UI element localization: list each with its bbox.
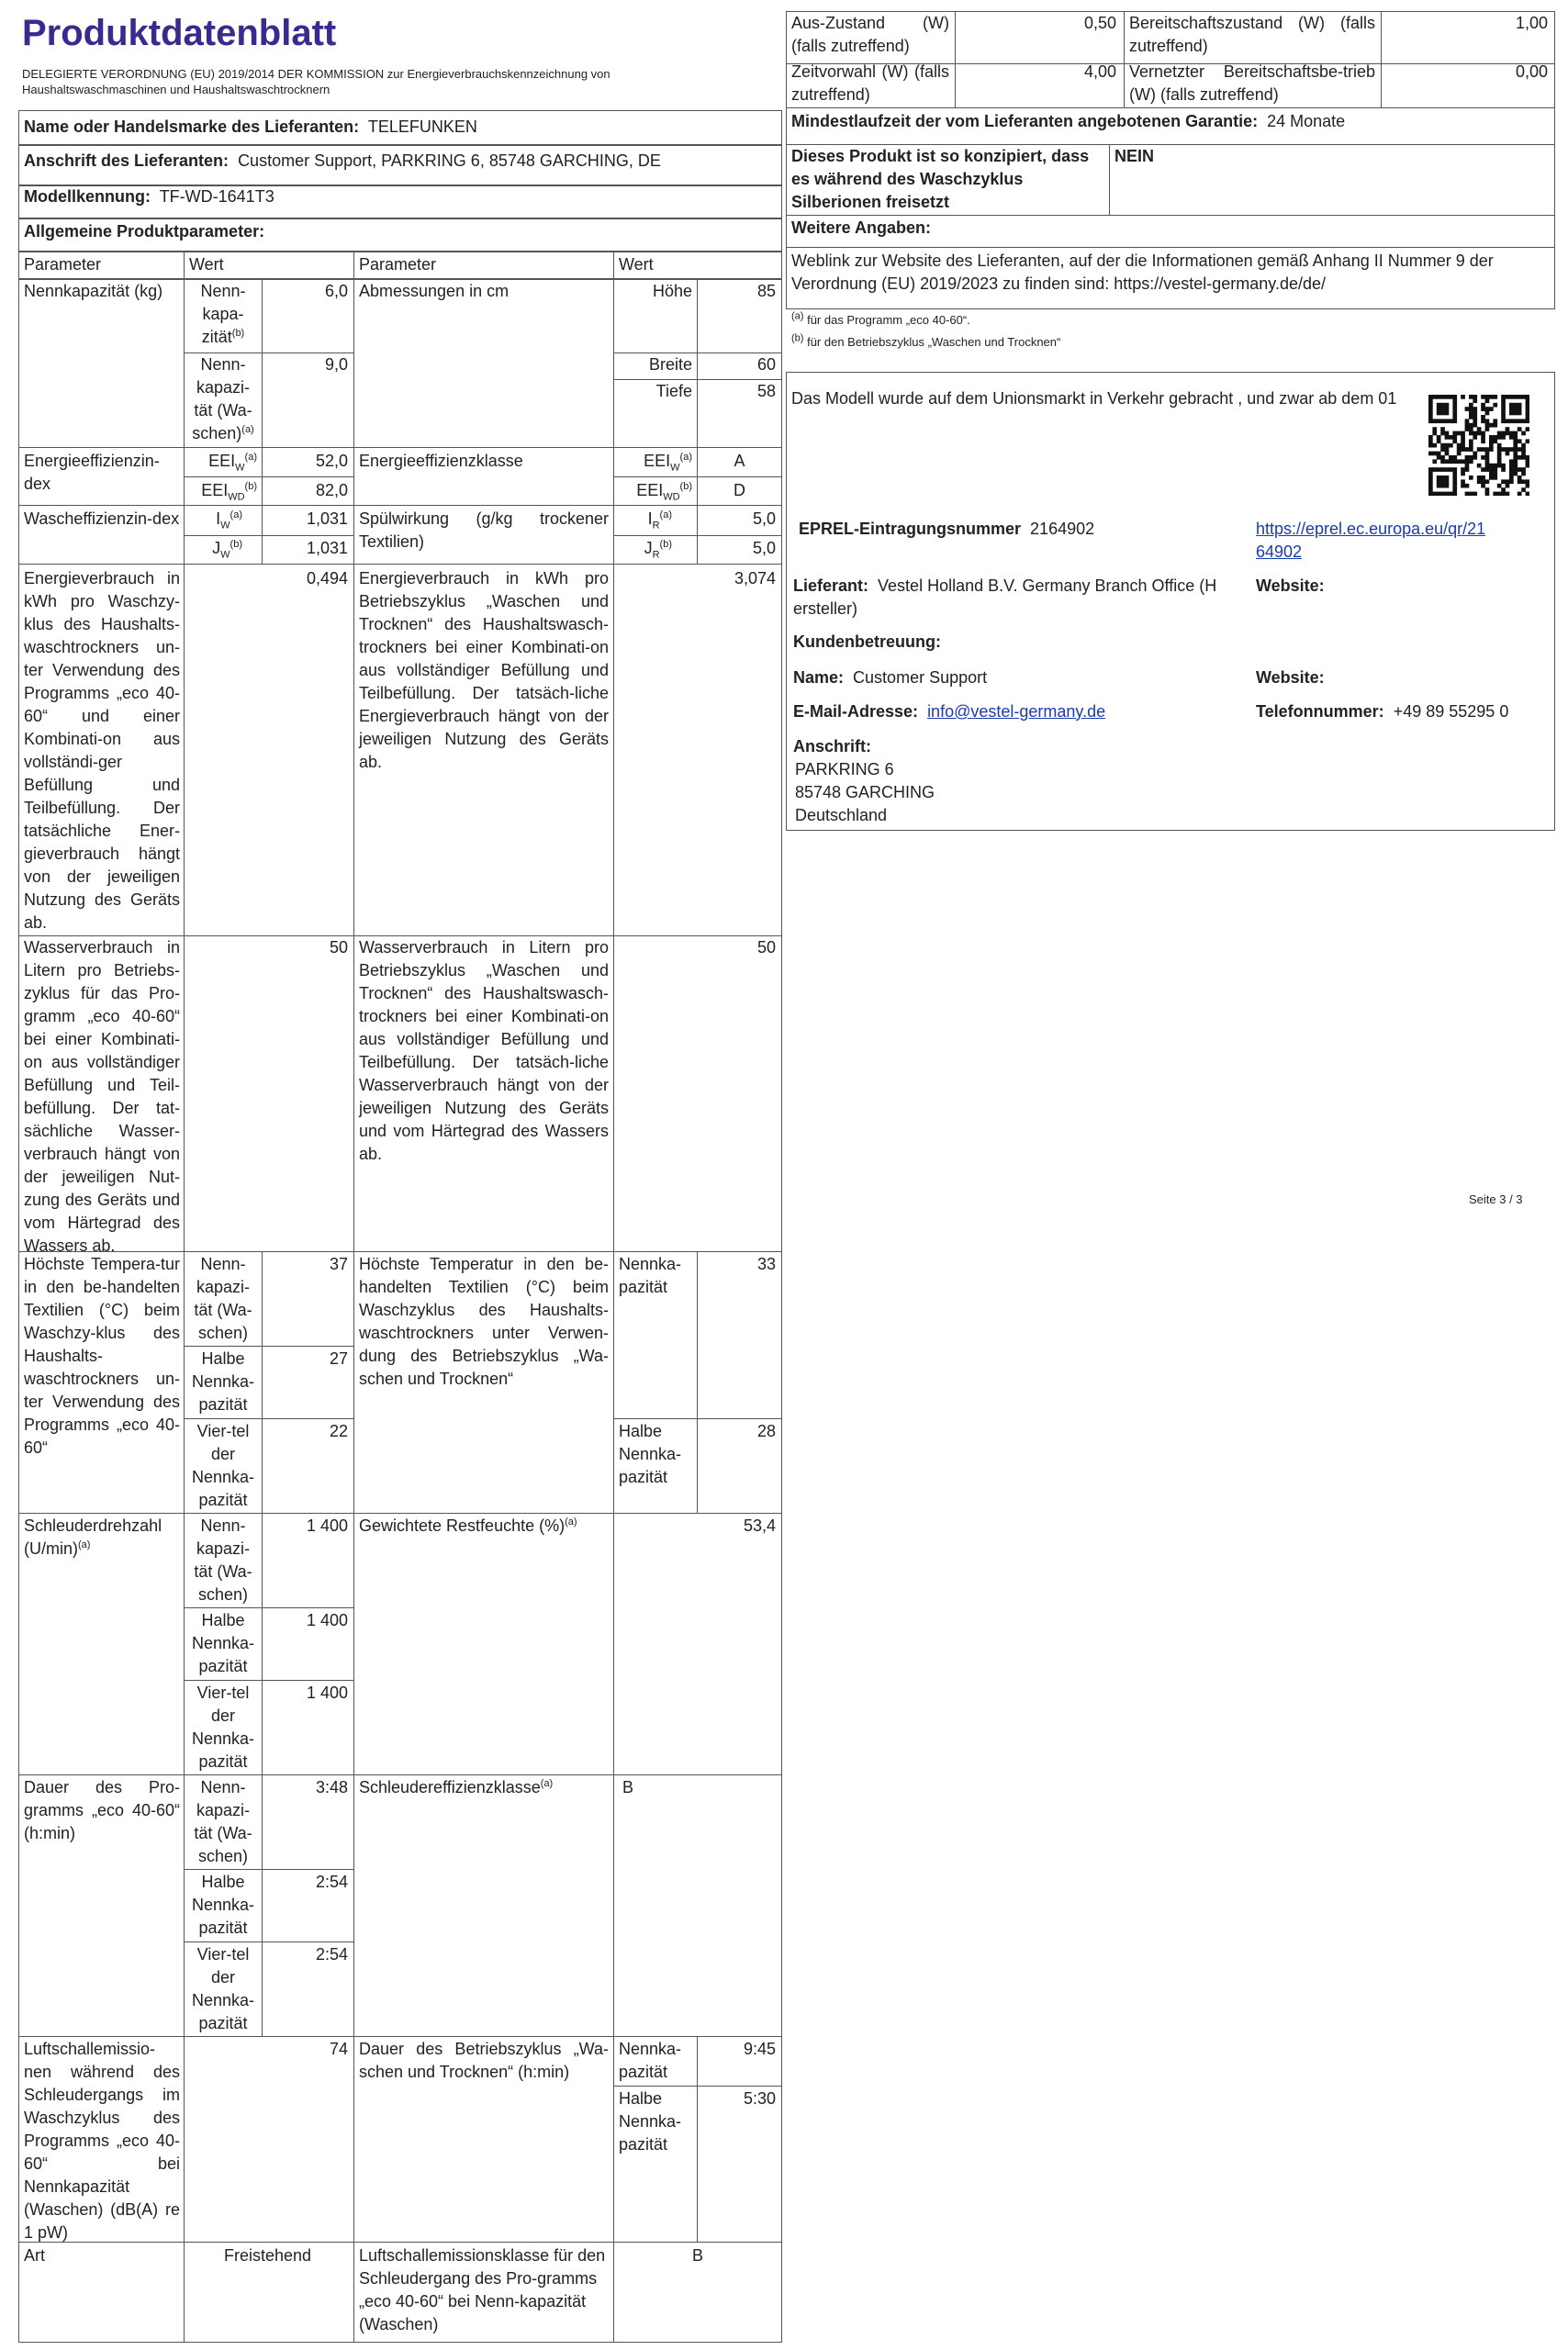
supplier-name-label: Name oder Handelsmarke des Lieferanten: [24,118,360,136]
height-value: 85 [756,282,776,300]
spin-value-3: 1 400 [306,1684,348,1702]
cell [1109,144,1555,216]
subscript: R [652,520,660,532]
header-parameter: Parameter [24,255,102,274]
dimensions-label: Abmessungen in cm [359,282,510,300]
energy-value-2: 3,074 [734,569,776,588]
capacity-value-2: 9,0 [324,355,348,374]
spin-class-value: B [622,1778,634,1796]
depth-label: Tiefe [655,382,692,400]
customer-service-label: Kundenbetreuung: [793,632,941,651]
wd-duration-value-2: 5:30 [743,2089,776,2108]
energy-label: Energieverbrauch in kWh pro Waschzy-klus des Haushalts-waschtrockners un-ter Verwendung des Programms „eco 40-60“ und einer Kombinati-on aus vollständi-ger Befüllung und Teilbefüllung. Der tatsächliche Ener-gieverbrauch hängt von der jeweiligen Nutzung des Geräts ab. [24,569,180,932]
footnote-mark: (b) [230,539,242,550]
supplier-line [793,575,1243,621]
energy-class-label: Energieeffizienzklasse [359,452,523,470]
address-line-3: Deutschland [795,806,888,824]
contact-name-line [793,666,987,689]
wash-value-2: 1,031 [306,539,348,557]
footnote-mark: (a) [540,1778,554,1789]
spin-sub-3: Vier-tel der Nennka-pazität [191,1684,255,1771]
eprel-link[interactable] [1256,518,1485,564]
eprel-link-part-2[interactable]: 64902 [1256,543,1303,561]
footnote-mark: (a) [791,310,804,322]
page-title: Produktdatenblatt [22,13,337,53]
temp-label: Höchste Tempera-tur in den be-handelten Textilien (°C) beim Waschzy-klus des Haushalts-waschtrockners un-ter Verwendung des Programms „eco 40-60“ [24,1255,180,1457]
address-line-1: PARKRING 6 [795,760,894,778]
energy-label-2: Energieverbrauch in kWh pro Betriebszyklus „Waschen und Trocknen“ des Haushaltswasch-trockners bei einer Kombinati-on aus vollständiger Befüllung und Teilbefüllung. Der tatsäch-liche Energieverbrauch hängt von der jeweiligen Nutzung des Geräts ab. [359,569,609,771]
capacity-label: Nennkapazität (kg) [24,282,163,300]
header-value: Wert [189,255,224,274]
capacity-sub-2: Nenn-kapazi-tät (Wa-schen) [192,355,252,442]
temp-sub-2: Halbe Nennka-pazität [191,1349,255,1414]
duration-sub-3: Vier-tel der Nennka-pazität [191,1945,255,2032]
model-line [24,185,274,208]
cell [613,935,782,1252]
contact-name: Customer Support [853,668,988,687]
cell [353,1513,614,1775]
class-key-2: EEI [636,481,664,499]
lieferant-label: Lieferant: [793,576,869,595]
duration-sub-2: Halbe Nennka-pazität [191,1873,255,1937]
email-label: E-Mail-Adresse: [793,702,919,721]
wd-duration-value-1: 9:45 [743,2040,776,2058]
phone-line [1256,700,1508,723]
water-value-2: 50 [756,938,776,957]
duration-value-2: 2:54 [315,1873,348,1891]
eei-value-2: 82,0 [315,481,348,499]
depth-value: 58 [756,382,776,400]
footnote-a: für das Programm „eco 40-60“. [807,313,970,327]
footnote-mark: (b) [679,481,692,492]
cell [613,1774,782,2037]
rinse-value-2: 5,0 [752,539,776,557]
website-label: Website: [1256,576,1325,595]
noise-label: Luftschallemissio-nen während des Schleudergangs im Waschzyklus des Programms „eco 40-60“ bei Nennkapazität (Waschen) (dB(A) re 1 pW) [24,2040,180,2242]
off-mode-label: Aus-Zustand (W) (falls zutreffend) [791,14,949,55]
rinse-label: Spülwirkung (g/kg trockener Textilien) [359,509,609,551]
cell [184,564,354,936]
cell [613,1513,782,1775]
energy-value: 0,494 [306,569,348,588]
network-standby-label: Vernetzter Bereitschaftsbe-trieb (W) (falls zutreffend) [1129,62,1375,104]
temp-sub-4: Nennka-pazität [619,1255,682,1296]
contact-name-label: Name: [793,668,845,687]
cell [184,2036,354,2243]
wash-value-1: 1,031 [306,509,348,528]
wash-eff-label: Wascheffizienzin-dex [24,509,180,528]
footnote-mark: (b) [231,328,245,339]
footnote-b: für den Betriebszyklus „Waschen und Trocknen“ [807,335,1061,349]
lieferant-value: Vestel Holland B.V. Germany Branch Office (H ersteller) [793,576,1217,618]
model-label: Modellkennung: [24,187,151,206]
water-label-2: Wasserverbrauch in Litern pro Betriebszyklus „Waschen und Trocknen“ des Haushaltswasch-trockners bei einer Kombinati-on aus vollständiger Befüllung und Teilbefüllung. Der tatsäch-liche Wasserverbrauch hängt von der jeweiligen Nutzung des Geräts und vom Härtegrad des Wassers ab. [359,938,609,1163]
supplier-name: TELEFUNKEN [367,118,477,136]
subscript: W [235,462,245,474]
supplier-address-label: Anschrift des Lieferanten: [24,151,230,170]
temp-value-2: 27 [329,1349,348,1368]
eei-value-1: 52,0 [315,452,348,470]
subscript: WD [228,491,245,503]
temp-sub-3: Vier-tel der Nennka-pazität [191,1422,255,1509]
footnote-mark: (b) [659,539,672,550]
weblink-text: Weblink zur Website des Lieferanten, auf der die Informationen gemäß Anhang II Nummer 9 der Verordnung (EU) 2019/2023 zu finden sind: https://vestel-germany.de/de/ [791,252,1494,293]
subscript: WD [663,491,680,503]
header-parameter-2: Parameter [359,255,437,274]
duration-sub-1: Nenn-kapazi-tät (Wa-schen) [194,1778,252,1865]
footnote-mark: (a) [659,509,672,520]
eei-key-1: EEI [208,452,236,470]
noise-class-value: B [691,2246,703,2265]
general-params-label: Allgemeine Produktparameter: [24,222,265,241]
subscript: W [670,462,680,474]
energy-class-1: A [734,452,745,470]
wd-duration-sub-2: Halbe Nennka-pazität [619,2089,682,2154]
eei-label: Energieeffizienzin-dex [24,452,160,493]
footnote-mark: (a) [241,424,254,435]
wash-dry-duration-label: Dauer des Betriebszyklus „Wa-schen und Trocknen“ (h:min) [359,2040,609,2081]
spin-sub-1: Nenn-kapazi-tät (Wa-schen) [194,1516,252,1604]
capacity-sub-1: Nenn-kapa-zität [200,282,246,346]
cell [353,1774,614,2037]
class-key-1: EEI [644,452,671,470]
standby-value: 1,00 [1515,14,1548,32]
temp-sub-5: Halbe Nennka-pazität [619,1422,682,1486]
phone-number: +49 89 55295 0 [1393,702,1509,721]
rinse-key-2: J [644,539,653,557]
wash-key-1: I [216,509,221,528]
subscript: W [220,549,230,561]
footnote-mark: (a) [78,1539,91,1550]
type-label: Art [24,2246,46,2265]
page-number: Seite 3 / 3 [1469,1192,1523,1206]
email-link[interactable]: info@vestel-germany.de [927,702,1106,721]
temp-value-3: 22 [329,1422,348,1440]
delay-value: 4,00 [1083,62,1116,81]
water-label: Wasserverbrauch in Litern pro Betriebs-zyklus für das Pro-gramm „eco 40-60“ bei einer Kombinati-on aus vollständiger Befüllung und Teil-befüllung. Der tat-sächliche Wasser-verbrauch hängt von der jeweiligen Nut-zung des Geräts und vom Härtegrad des Wassers ab. [24,938,180,1255]
header-value-2: Wert [619,255,654,274]
address-label: Anschrift: [793,737,871,755]
noise-value: 74 [329,2040,348,2058]
spin-class-label: Schleudereffizienzklasse [359,1778,541,1796]
moisture-value: 53,4 [743,1516,776,1535]
silver-ion-value: NEIN [1114,147,1155,165]
footnote-mark: (b) [791,332,804,344]
eprel-label: EPREL-Eintragungsnummer [799,520,1022,538]
supplier-address: Customer Support, PARKRING 6, 85748 GARCHING, DE [238,151,661,170]
height-label: Höhe [652,282,692,300]
subscript: R [652,549,660,561]
footnote-mark: (a) [679,452,692,463]
duration-label: Dauer des Pro-gramms „eco 40-60“ (h:min) [24,1778,180,1842]
duration-value-3: 2:54 [315,1945,348,1964]
eprel-line [799,518,1094,541]
type-value: Freistehend [223,2246,312,2265]
width-value: 60 [756,355,776,374]
temp-sub-1: Nenn-kapazi-tät (Wa-schen) [194,1255,252,1342]
temp-value-1: 37 [329,1255,348,1273]
warranty-label: Mindestlaufzeit der vom Lieferanten angebotenen Garantie: [791,112,1259,130]
cell [18,279,185,448]
width-label: Breite [648,355,692,374]
address-line-2: 85748 GARCHING [795,783,935,801]
moisture-label: Gewichtete Restfeuchte (%) [359,1516,566,1535]
off-mode-value: 0,50 [1083,14,1116,32]
warranty-value: 24 Monate [1267,112,1346,130]
footnote-mark: (a) [244,452,257,463]
model-id: TF-WD-1641T3 [159,187,274,206]
email-line [793,700,1105,723]
more-info-label: Weitere Angaben: [791,218,932,237]
phone-label: Telefonnummer: [1256,702,1384,721]
standby-label: Bereitschaftszustand (W) (falls zutreffend) [1129,14,1375,55]
delay-label: Zeitvorwahl (W) (falls zutreffend) [791,62,949,104]
qr-code-icon[interactable] [1428,395,1529,496]
spin-sub-2: Halbe Nennka-pazität [191,1611,255,1675]
water-value: 50 [329,938,348,957]
cell [184,935,354,1252]
spin-value-2: 1 400 [306,1611,348,1629]
capacity-value-1: 6,0 [324,282,348,300]
temp-label-2: Höchste Temperatur in den be-handelten Textilien (°C) beim Waschzyklus des Haushalts-waschtrockners unter Verwen-dung des Betriebszyklus „Wa-schen und Trocknen“ [359,1255,609,1388]
cell [353,279,614,448]
cell [697,1251,782,1419]
spin-value-1: 1 400 [306,1516,348,1535]
temp-value-4: 33 [756,1255,776,1273]
cell [613,564,782,936]
temp-value-5: 28 [756,1422,776,1440]
energy-class-2: D [734,481,745,499]
eprel-number: 2164902 [1030,520,1095,538]
silver-ion-label: Dieses Produkt ist so konzipiert, dass es während des Waschzyklus Silberionen freisetzt [791,147,1090,211]
rinse-value-1: 5,0 [752,509,776,528]
network-standby-value: 0,00 [1515,62,1548,81]
subscript: W [220,520,230,532]
website-label-2: Website: [1256,668,1325,687]
footnote-mark: (a) [565,1516,577,1528]
warranty-line [791,110,1345,133]
wd-duration-sub-1: Nennka-pazität [619,2040,682,2081]
rinse-key-1: I [647,509,653,528]
footnote-mark: (b) [244,481,257,492]
regulation-text: DELEGIERTE VERORDNUNG (EU) 2019/2014 DER KOMMISSION zur Energieverbrauchskennzeichnung von Haushaltswaschmaschinen und Haushaltswaschtrocknern [22,67,610,96]
duration-value-1: 3:48 [315,1778,348,1796]
supplier-name-line [24,116,477,139]
eei-key-2: EEI [201,481,229,499]
supplier-address-line [24,150,661,173]
footnote-mark: (a) [230,509,242,520]
wash-key-2: J [212,539,221,557]
noise-class-label: Luftschallemissionsklasse für den Schleudergang des Pro-gramms „eco 40-60“ bei Nenn-kapazität (Waschen) [359,2246,606,2333]
eprel-link-part-1[interactable]: https://eprel.ec.europa.eu/qr/21 [1256,520,1486,538]
market-text: Das Modell wurde auf dem Unionsmarkt in Verkehr gebracht , und zwar ab dem 01 [791,389,1397,408]
spin-label: Schleuderdrehzahl (U/min) [24,1516,162,1558]
